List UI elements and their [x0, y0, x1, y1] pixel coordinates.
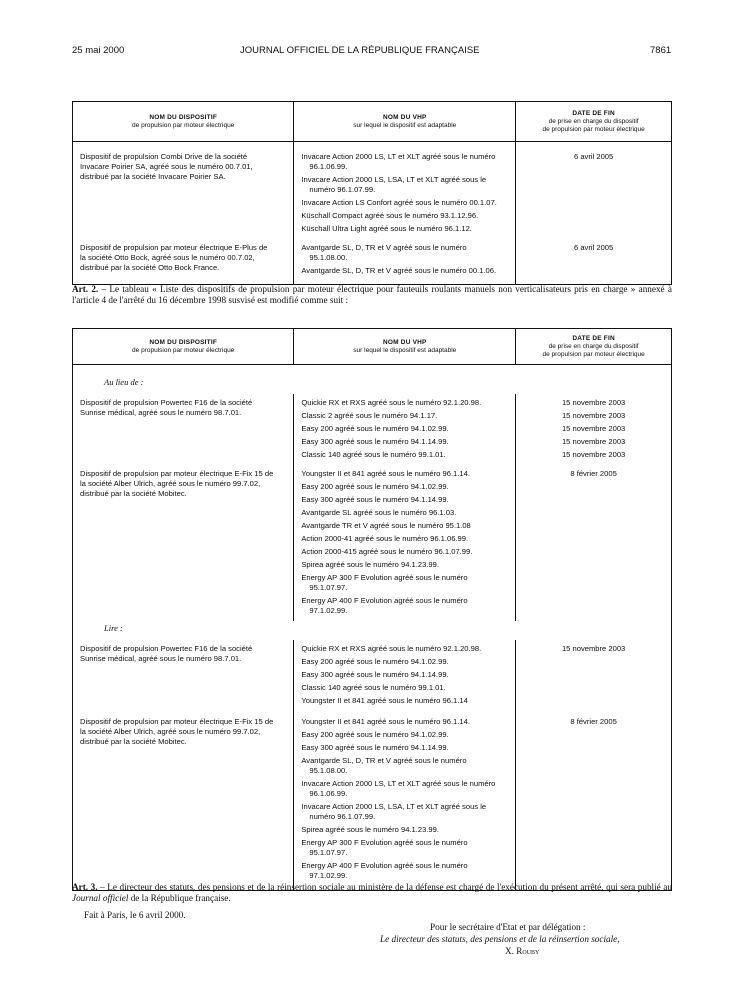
vhp-item — [295, 398, 514, 408]
column-header-device: NOM DU DISPOSITIF de propulsion par moteur électrique — [73, 329, 294, 365]
article-2-text: – Le tableau « Liste des dispositifs de propulsion par moteur électrique pour fauteuils roulants manuels non verticalisateurs pris en charge » annexé à l'article 4 de l'arrêté du 16 décembre 1998 susvisé est modifié comme suit : — [72, 284, 672, 305]
vhp-line: Energy AP 400 F Evolution agréé sous le numéro — [301, 861, 468, 870]
text-line: la société Alber Ulrich, agréé sous le numéro 99.7.02, — [80, 479, 261, 488]
end-date: 8 février 2005 — [570, 717, 617, 726]
table-row — [73, 713, 672, 891]
section-row — [73, 365, 672, 395]
vhp-item — [295, 743, 514, 753]
end-date: 15 novembre 2003 — [561, 424, 626, 433]
place-date: Fait à Paris, le 6 avril 2000. — [84, 910, 186, 920]
section-label: Au lieu de : — [104, 377, 144, 387]
vhp-line: Invacare Action 2000 LS, LT et XLT agréé sous le numéro — [301, 779, 496, 788]
table-row — [73, 142, 672, 240]
end-date: 15 novembre 2003 — [561, 398, 626, 407]
end-date-cell — [516, 142, 672, 240]
vhp-item — [295, 482, 514, 492]
vhp-item — [295, 596, 514, 616]
vhp-item — [295, 521, 514, 531]
text-line: Dispositif de propulsion Powertec F16 de la société — [80, 398, 253, 407]
article-3: Art. 3. – Le directeur des statuts, des pensions et de la réinsertion sociale au ministère de la défense est chargé de l'exécution du présent arrêté, qui sera publié au Journal officiel de la République française. — [72, 882, 672, 903]
column-header-end-date: DATE DE FIN de prise en charge du dispositif de propulsion par moteur électrique — [516, 102, 672, 142]
table-row — [73, 465, 672, 621]
end-date: 8 février 2005 — [570, 469, 617, 478]
vhp-line: Easy 200 agréé sous le numéro 94.1.02.99. — [301, 730, 449, 739]
vhp-cell — [294, 239, 516, 285]
vhp-line: Easy 300 agréé sous le numéro 94.1.14.99. — [301, 495, 449, 504]
signatory-name: X. Rouby — [505, 946, 540, 956]
vhp-item — [295, 508, 514, 518]
section-label: Lire : — [104, 623, 123, 633]
vhp-cell — [294, 142, 516, 240]
end-date: 15 novembre 2003 — [561, 644, 626, 653]
vhp-item — [295, 696, 514, 706]
vhp-line: Invacare Action 2000 LS, LT et XLT agréé sous le numéro — [301, 152, 496, 161]
vhp-line: numéro 96.1.07.99. — [309, 185, 376, 194]
vhp-line: Energy AP 300 F Evolution agréé sous le numéro — [301, 573, 468, 582]
device-cell — [73, 713, 294, 891]
vhp-item — [295, 717, 514, 727]
device-cell — [73, 640, 294, 713]
vhp-item — [295, 224, 514, 234]
article-3-label: Art. 3. — [72, 882, 98, 892]
vhp-item — [295, 573, 514, 593]
device-cell — [73, 465, 294, 621]
column-header-vhp: NOM DU VHP sur lequel le dispositif est adaptable — [294, 329, 516, 365]
vhp-line: 96.1.06.99. — [309, 162, 348, 171]
text-line: distribué par la société Invacare Poirier SA. — [80, 172, 226, 181]
text-line: Dispositif de propulsion par moteur électrique E-Fix 15 de — [80, 469, 274, 478]
vhp-item — [295, 644, 514, 654]
vhp-item — [295, 670, 514, 680]
end-date: 15 novembre 2003 — [561, 437, 626, 446]
signatory-role: Le directeur des statuts, des pensions et de la réinsertion sociale, — [380, 934, 620, 944]
vhp-line: Avantgarde SL, D, TR et V agréé sous le numéro — [301, 243, 467, 252]
vhp-item — [295, 437, 514, 447]
vhp-item — [295, 547, 514, 557]
device-table-1 — [72, 101, 672, 285]
vhp-cell — [294, 713, 516, 891]
text-line: la société Otto Bock, agréé sous le numéro 00.7.02, — [80, 253, 255, 262]
vhp-line: Easy 300 agréé sous le numéro 94.1.14.99. — [301, 437, 449, 446]
vhp-line: Küschall Compact agréé sous le numéro 93.1.12.96. — [301, 211, 479, 220]
vhp-item — [295, 450, 514, 460]
text-line: distribué par la société Mobitec. — [80, 737, 187, 746]
vhp-item — [295, 861, 514, 881]
vhp-line: Easy 300 agréé sous le numéro 94.1.14.99. — [301, 743, 449, 752]
end-date-cell — [516, 465, 672, 621]
vhp-item — [295, 198, 514, 208]
vhp-line: Easy 300 agréé sous le numéro 94.1.14.99. — [301, 670, 449, 679]
vhp-cell — [294, 640, 516, 713]
vhp-line: Spirea agréé sous le numéro 94.1.23.99. — [301, 560, 439, 569]
end-date: 15 novembre 2003 — [561, 450, 626, 459]
text-line: Sunrise médical, agréé sous le numéro 98.7.01. — [80, 654, 242, 663]
vhp-line: Energy AP 300 F Evolution agréé sous le numéro — [301, 838, 468, 847]
vhp-item — [295, 730, 514, 740]
end-date-cell — [516, 640, 672, 713]
text-line: distribué par la société Otto Bock France. — [80, 263, 220, 272]
vhp-line: 95.1.08.00. — [309, 253, 348, 262]
device-name — [74, 152, 292, 182]
vhp-item — [295, 756, 514, 776]
vhp-line: 97.1.02.99. — [309, 606, 348, 615]
vhp-item — [295, 802, 514, 822]
vhp-line: Avantgarde SL agréé sous le numéro 96.1.03. — [301, 508, 457, 517]
vhp-line: Youngster II et 841 agréé sous le numéro 96.1.14. — [301, 469, 470, 478]
device-table-2 — [72, 328, 672, 891]
section-row — [73, 621, 672, 640]
vhp-item — [295, 266, 514, 276]
vhp-line: numéro 96.1.07.99. — [309, 812, 376, 821]
end-date-cell — [516, 394, 672, 465]
vhp-line: Easy 200 agréé sous le numéro 94.1.02.99. — [301, 424, 449, 433]
column-header-vhp: NOM DU VHP sur lequel le dispositif est adaptable — [294, 102, 516, 142]
text-line: distribué par la société Mobitec. — [80, 489, 187, 498]
device-name — [74, 243, 292, 273]
article-2 — [72, 284, 672, 306]
vhp-line: Quickie RX et RXS agréé sous le numéro 92.1.20.98. — [301, 398, 482, 407]
vhp-item — [295, 683, 514, 693]
vhp-line: Avantgarde SL, D, TR et V agréé sous le numéro — [301, 756, 467, 765]
vhp-line: Classic 140 agréé sous le numéro 99.1.01. — [301, 683, 446, 692]
text-line: Invacare Poirier SA, agréé sous le numéro 00.7.01, — [80, 162, 253, 171]
device-cell — [73, 394, 294, 465]
column-header-end-date: DATE DE FIN de prise en charge du dispositif de propulsion par moteur électrique — [516, 329, 672, 365]
end-date-cell — [516, 239, 672, 285]
vhp-item — [295, 243, 514, 263]
vhp-line: Avantgarde SL, D, TR et V agréé sous le numéro 00.1.06. — [301, 266, 497, 275]
vhp-line: Action 2000-415 agréé sous le numéro 96.1.07.99. — [301, 547, 473, 556]
vhp-line: Youngster II et 841 agréé sous le numéro 96.1.14 — [301, 696, 468, 705]
header-journal: JOURNAL OFFICIEL DE LA RÉPUBLIQUE FRANÇAISE — [240, 45, 480, 56]
article-2-label: Art. 2. — [72, 284, 99, 294]
vhp-item — [295, 838, 514, 858]
end-date: 6 avril 2005 — [573, 152, 614, 161]
vhp-line: Youngster II et 841 agréé sous le numéro 96.1.14. — [301, 717, 470, 726]
vhp-item — [295, 560, 514, 570]
end-date-cell — [516, 713, 672, 891]
vhp-line: Classic 2 agréé sous le numéro 94.1.17. — [301, 411, 438, 420]
vhp-line: Classic 140 agréé sous le numéro 99.1.01. — [301, 450, 446, 459]
end-date: 15 novembre 2003 — [561, 411, 626, 420]
device-cell — [73, 142, 294, 240]
vhp-line: Küschall Ultra Light agréé sous le numéro 96.1.12. — [301, 224, 472, 233]
device-cell — [73, 239, 294, 285]
vhp-line: Avantgarde TR et V agréé sous le numéro 95.1.08 — [301, 521, 471, 530]
vhp-item — [295, 534, 514, 544]
vhp-item — [295, 469, 514, 479]
journal-title: Journal officiel — [72, 893, 129, 903]
text-line: Dispositif de propulsion Combi Drive de la société — [80, 152, 248, 161]
vhp-item — [295, 779, 514, 799]
vhp-line: Action 2000-41 agréé sous le numéro 96.1.06.99. — [301, 534, 469, 543]
delegation-line: Pour le secrétaire d'Etat et par délégation : — [430, 922, 586, 932]
header-date: 25 mai 2000 — [72, 45, 125, 56]
device-name — [74, 469, 292, 499]
text-line: Sunrise médical, agréé sous le numéro 98.7.01. — [80, 408, 242, 417]
table-row — [73, 640, 672, 713]
vhp-line: 95.1.08.00. — [309, 766, 348, 775]
vhp-line: Energy AP 400 F Evolution agréé sous le numéro — [301, 596, 468, 605]
table-row — [73, 394, 672, 465]
device-name — [74, 717, 292, 747]
vhp-item — [295, 211, 514, 221]
text-line: Dispositif de propulsion par moteur électrique E-Fix 15 de — [80, 717, 274, 726]
header-page-number: 7861 — [650, 45, 672, 56]
vhp-line: 96.1.06.99. — [309, 789, 348, 798]
vhp-item — [295, 657, 514, 667]
vhp-line: Quickie RX et RXS agréé sous le numéro 92.1.20.98. — [301, 644, 482, 653]
vhp-line: Easy 200 agréé sous le numéro 94.1.02.99. — [301, 657, 449, 666]
vhp-cell — [294, 465, 516, 621]
vhp-line: 97.1.02.99. — [309, 871, 348, 880]
vhp-item — [295, 825, 514, 835]
table-row — [73, 239, 672, 285]
vhp-line: Invacare Action 2000 LS, LSA, LT et XLT agréé sous le — [301, 175, 487, 184]
end-date: 6 avril 2005 — [573, 243, 614, 252]
vhp-item — [295, 175, 514, 195]
vhp-line: Easy 200 agréé sous le numéro 94.1.02.99. — [301, 482, 449, 491]
text-line: Dispositif de propulsion par moteur électrique E-Plus de — [80, 243, 268, 252]
vhp-cell — [294, 394, 516, 465]
device-name — [74, 398, 292, 418]
vhp-line: 95.1.07.97. — [309, 583, 348, 592]
vhp-line: Invacare Action 2000 LS, LSA, LT et XLT agréé sous le — [301, 802, 487, 811]
vhp-line: 95.1.07.97. — [309, 848, 348, 857]
vhp-item — [295, 424, 514, 434]
text-line: la société Alber Ulrich, agréé sous le numéro 99.7.02, — [80, 727, 261, 736]
text-line: Dispositif de propulsion Powertec F16 de la société — [80, 644, 253, 653]
device-name — [74, 644, 292, 664]
vhp-item — [295, 152, 514, 172]
column-header-device: NOM DU DISPOSITIF de propulsion par moteur électrique — [73, 102, 294, 142]
vhp-line: Spirea agréé sous le numéro 94.1.23.99. — [301, 825, 439, 834]
vhp-item — [295, 495, 514, 505]
vhp-item — [295, 411, 514, 421]
vhp-line: Invacare Action LS Confort agréé sous le numéro 00.1.07. — [301, 198, 497, 207]
